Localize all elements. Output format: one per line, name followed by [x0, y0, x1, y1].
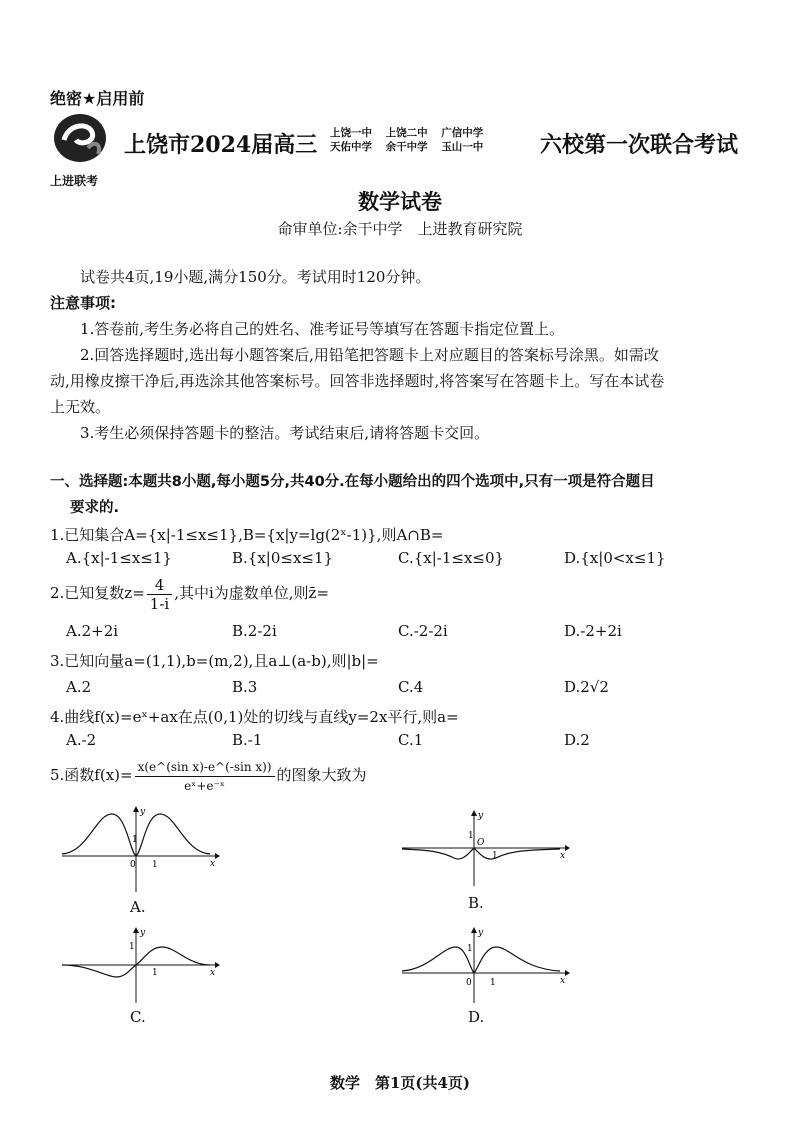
graph-d-label-y: y	[478, 928, 484, 938]
q2-frac-num: 4	[147, 576, 172, 595]
graph-d-curve	[402, 947, 560, 973]
q4-option-b[interactable]: B.-1	[232, 731, 263, 749]
school-2: 上饶二中	[385, 127, 428, 139]
intro-text: 试卷共4页,19小题,满分150分。考试用时120分钟。	[80, 268, 431, 286]
graph-c-label-one-x: 1	[152, 968, 158, 978]
graph-b-x-arrow	[565, 845, 570, 851]
q1-option-d[interactable]: D.{x|0<x≤1}	[564, 549, 666, 567]
school-4: 天佑中学	[330, 141, 372, 153]
q2-option-a[interactable]: A.2+2i	[66, 622, 119, 640]
section-1-heading-line-2: 要求的.	[70, 500, 120, 516]
q4-option-a[interactable]: A.-2	[66, 731, 97, 749]
q5-stem	[50, 756, 367, 795]
q1-option-a[interactable]: A.{x|-1≤x≤1}	[66, 549, 172, 567]
graph-c-option[interactable]: C.	[130, 1008, 146, 1026]
notice-heading: 注意事项:	[50, 294, 116, 312]
graph-d	[400, 925, 570, 1005]
graph-b	[400, 808, 570, 888]
graph-b-label-one-x: 1	[492, 851, 498, 861]
subject-title: 数学试卷	[358, 189, 442, 214]
graph-d-option[interactable]: D.	[468, 1008, 485, 1026]
q3-stem: 3.已知向量a=(1,1),b=(m,2),且a⊥(a-b),则|b|=	[50, 652, 379, 670]
q2-option-d[interactable]: D.-2+2i	[564, 622, 622, 640]
q1-option-c[interactable]: C.{x|-1≤x≤0}	[398, 549, 505, 567]
notice-item-2-line-1: 2.回答选择题时,选出每小题答案后,用铅笔把答题卡上对应题目的答案标号涂黑。如需改	[80, 346, 659, 364]
school-1: 上饶一中	[330, 127, 372, 139]
graph-b-label-one: 1	[468, 831, 474, 841]
graph-d-x-arrow	[565, 970, 570, 976]
graph-c-x-arrow	[215, 962, 220, 968]
logo-caption: 上进联考	[50, 174, 99, 188]
notice-item-1: 1.答卷前,考生务必将自己的姓名、准考证号等填写在答题卡指定位置上。	[80, 320, 565, 338]
graph-d-label-zero: 0	[466, 978, 472, 988]
q2-fraction	[147, 576, 172, 613]
graph-a-option[interactable]: A.	[130, 898, 146, 916]
graph-a-y-arrow	[133, 806, 139, 812]
graph-b-y-arrow	[471, 810, 477, 816]
q3-option-c[interactable]: C.4	[398, 678, 424, 696]
q2-option-b[interactable]: B.2-2i	[232, 622, 277, 640]
q1-stem: 1.已知集合A={x|-1≤x≤1},B={x|y=lg(2ˣ-1)},则A∩B=	[50, 526, 444, 544]
author-line: 命审单位:余干中学 上进教育研究院	[277, 220, 523, 238]
graph-c-label-y: y	[140, 928, 146, 938]
q4-option-c[interactable]: C.1	[398, 731, 424, 749]
school-list	[330, 126, 483, 154]
graph-a-label-x: x	[210, 859, 216, 869]
graph-a-label-one-x: 1	[152, 860, 158, 870]
page-footer: 数学 第1页(共4页)	[329, 1074, 471, 1092]
notice-item-2-line-3: 上无效。	[50, 398, 111, 416]
q1-option-b[interactable]: B.{x|0≤x≤1}	[232, 549, 334, 567]
q3-option-b[interactable]: B.3	[232, 678, 258, 696]
q5-frac-den: eˣ+e⁻ˣ	[184, 778, 225, 793]
q2-stem-suffix: ,其中i为虚数单位,则z̄=	[174, 584, 330, 602]
q5-fraction	[135, 758, 275, 795]
graph-c	[60, 925, 220, 1005]
logo	[50, 110, 114, 188]
q2-stem	[50, 574, 329, 613]
q3-option-a[interactable]: A.2	[66, 678, 92, 696]
school-5: 余干中学	[385, 141, 428, 153]
exam-title-right: 六校第一次联合考试	[540, 132, 739, 158]
graph-d-y-arrow	[471, 927, 477, 933]
graph-d-label-one-x: 1	[490, 978, 496, 988]
notice-item-2-line-2: 动,用橡皮擦干净后,再选涂其他答案标号。回答非选择题时,将答案写在答题卡上。写在本试卷	[50, 372, 665, 390]
school-6: 玉山一中	[441, 141, 484, 153]
graph-d-label-one: 1	[467, 944, 473, 954]
notice-item-3: 3.考生必须保持答题卡的整洁。考试结束后,请将答题卡交回。	[80, 424, 490, 442]
section-1-heading-line-1: 一、选择题:本题共8小题,每小题5分,共40分.在每小题给出的四个选项中,只有一项是符合题目	[50, 474, 655, 490]
graph-a-label-y: y	[140, 807, 146, 817]
graph-c-y-arrow	[133, 927, 139, 933]
q2-frac-den: 1-i	[149, 594, 170, 613]
graph-c-label-x: x	[210, 968, 216, 978]
q5-stem-suffix: 的图象大致为	[276, 766, 367, 784]
logo-mark-icon	[50, 110, 114, 166]
exam-title-left: 上饶市2024届高三	[124, 132, 318, 158]
graph-c-label-one: 1	[129, 942, 135, 952]
q2-stem-prefix: 2.已知复数z=	[50, 584, 145, 602]
graph-b-label-x: x	[560, 851, 566, 861]
q3-option-d[interactable]: D.2√2	[564, 678, 609, 696]
graph-a-label-one: 1	[132, 835, 138, 845]
graph-b-option[interactable]: B.	[468, 894, 484, 912]
graph-b-label-origin: O	[477, 838, 485, 848]
graph-a	[60, 804, 220, 894]
school-3: 广信中学	[441, 127, 484, 139]
graph-b-curve	[402, 848, 560, 859]
graph-a-x-arrow	[215, 853, 220, 859]
secret-label: 绝密★启用前	[50, 89, 145, 108]
q4-stem: 4.曲线f(x)=eˣ+ax在点(0,1)处的切线与直线y=2x平行,则a=	[50, 708, 459, 726]
q4-option-d[interactable]: D.2	[564, 731, 590, 749]
graph-b-label-y: y	[478, 811, 484, 821]
q5-stem-prefix: 5.函数f(x)=	[50, 766, 133, 784]
graph-a-label-zero: 0	[130, 860, 136, 870]
q2-option-c[interactable]: C.-2-2i	[398, 622, 448, 640]
q5-frac-num: x(e^(sin x)-e^(-sin x))	[135, 758, 275, 777]
graph-d-label-x: x	[560, 976, 566, 986]
